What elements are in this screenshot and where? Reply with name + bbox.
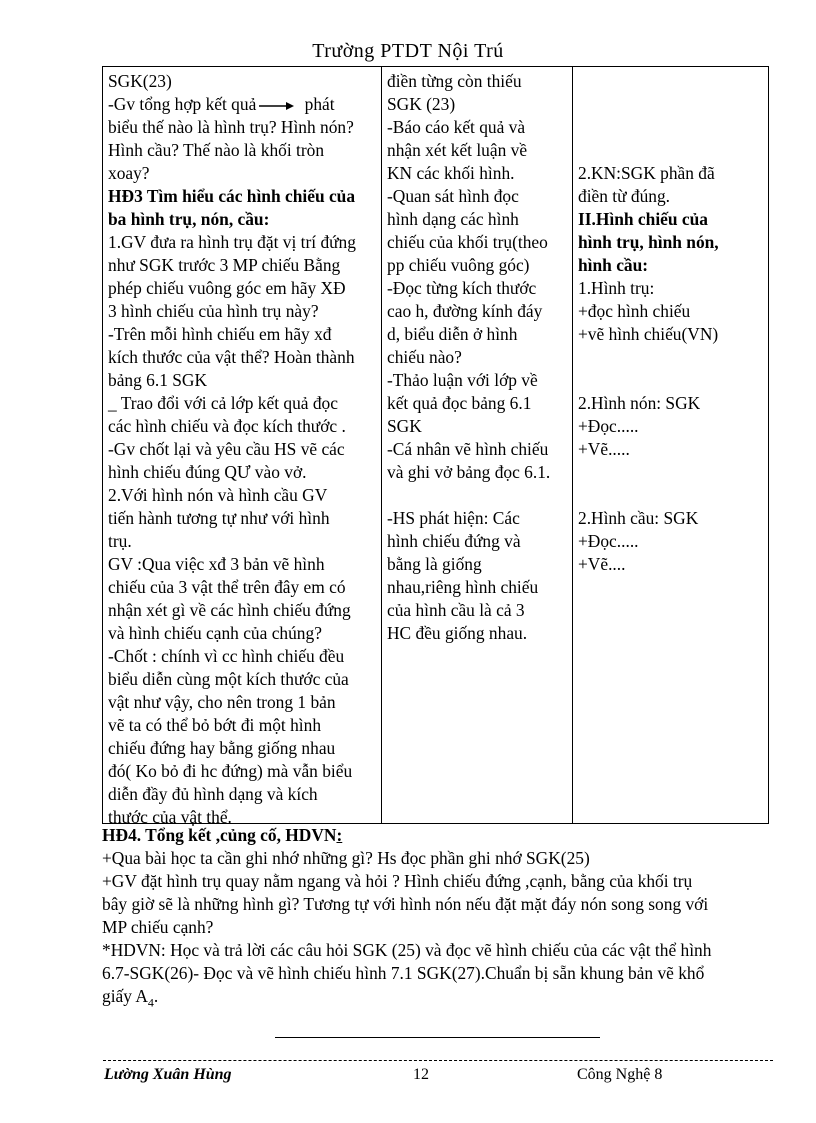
footer-author: Lường Xuân Hùng — [104, 1066, 232, 1083]
teacher-activity-text: GV :Qua việc xđ 3 bản vẽ hình — [108, 554, 325, 574]
teacher-activity-text: 1.GV đưa ra hình trụ đặt vị trí đứng — [108, 232, 356, 252]
teacher-activity-line — [108, 162, 381, 185]
content-text: 2.Hình nón: SGK — [578, 393, 701, 413]
lesson-table — [102, 66, 769, 827]
teacher-activity-line — [108, 714, 381, 737]
summary-last-prefix: giấy A — [102, 986, 148, 1006]
content-text: II.Hình chiếu của — [578, 209, 708, 229]
summary-heading — [102, 824, 782, 847]
content-line — [578, 116, 770, 139]
teacher-activity-text: vật như vậy, cho nên trong 1 bản — [108, 692, 336, 712]
student-activity-text: SGK — [387, 416, 422, 436]
content-text: 2.Hình cầu: SGK — [578, 508, 699, 528]
student-activity-text: hình dạng các hình — [387, 209, 519, 229]
teacher-activity-text: ba hình trụ, nón, cầu: — [108, 209, 270, 229]
teacher-activity-line — [108, 622, 381, 645]
student-activity-text: và ghi vở bảng đọc 6.1. — [387, 462, 551, 482]
teacher-activity-line — [108, 208, 381, 231]
arrow-right-icon — [256, 101, 296, 111]
content-line — [578, 139, 770, 162]
student-activity-column — [382, 67, 573, 823]
student-activity-line — [387, 438, 572, 461]
student-activity-text: -Đọc từng kích thước — [387, 278, 537, 298]
teacher-activity-line — [108, 185, 381, 208]
summary-line: 6.7-SGK(26)- Đọc và vẽ hình chiếu hình 7.1 SGK(27).Chuẩn bị sẵn khung bản vẽ khổ — [102, 963, 705, 983]
teacher-activity-text: xoay? — [108, 163, 150, 183]
teacher-activity-text: _ Trao đổi với cả lớp kết quả đọc — [108, 393, 338, 413]
end-rule — [275, 1037, 600, 1038]
student-activity-line — [387, 116, 572, 139]
content-line — [578, 162, 770, 185]
content-line — [578, 438, 770, 461]
student-activity-text: nhận xét kết luận về — [387, 140, 528, 160]
teacher-activity-line — [108, 93, 381, 116]
teacher-activity-line — [108, 139, 381, 162]
student-activity-text: -Cá nhân vẽ hình chiếu — [387, 439, 549, 459]
teacher-activity-text: -Gv chốt lại và yêu cầu HS vẽ các — [108, 439, 345, 459]
student-activity-text: d, biểu diễn ở hình — [387, 324, 518, 344]
content-line — [578, 93, 770, 116]
teacher-activity-text: trụ. — [108, 531, 132, 551]
content-text: 1.Hình trụ: — [578, 278, 655, 298]
student-activity-text: KN các khối hình. — [387, 163, 515, 183]
summary-line: +Qua bài học ta cần ghi nhớ những gì? Hs đọc phần ghi nhớ SGK(25) — [102, 848, 590, 868]
student-activity-text: HC đều giống nhau. — [387, 623, 528, 643]
content-line — [578, 208, 770, 231]
content-text: +vẽ hình chiếu(VN) — [578, 324, 719, 344]
teacher-activity-line — [108, 599, 381, 622]
content-text: +Đọc..... — [578, 531, 639, 551]
teacher-activity-line — [108, 254, 381, 277]
teacher-activity-text: 3 hình chiếu của hình trụ này? — [108, 301, 319, 321]
summary-line: *HDVN: Học và trả lời các câu hỏi SGK (25) và đọc vẽ hình chiếu của các vật thể hình — [102, 940, 712, 960]
teacher-activity-line — [108, 323, 381, 346]
summary-line: bây giờ sẽ là những hình gì? Tương tự với hình nón nếu đặt mặt đáy nón song song với — [102, 894, 709, 914]
student-activity-line — [387, 507, 572, 530]
student-activity-text: nhau,riêng hình chiếu — [387, 577, 539, 597]
teacher-activity-line — [108, 760, 381, 783]
content-line — [578, 300, 770, 323]
teacher-activity-line — [108, 70, 381, 93]
teacher-activity-text: tiến hành tương tự như với hình — [108, 508, 330, 528]
summary-line: +GV đặt hình trụ quay nằm ngang và hỏi ? Hình chiếu đứng ,cạnh, bằng của khối trụ — [102, 871, 693, 891]
teacher-activity-line — [108, 461, 381, 484]
student-activity-text: hình chiếu đứng và — [387, 531, 521, 551]
teacher-activity-text: 2.Với hình nón và hình cầu GV — [108, 485, 328, 505]
student-activity-line — [387, 254, 572, 277]
content-text: 2.KN:SGK phần đã — [578, 163, 715, 183]
summary-last-suffix: . — [153, 986, 159, 1006]
teacher-activity-text: hình chiếu đúng QƯ vào vở. — [108, 462, 307, 482]
teacher-activity-text: -Trên mỗi hình chiếu em hãy xđ — [108, 324, 332, 344]
content-line — [578, 185, 770, 208]
teacher-activity-line — [108, 645, 381, 668]
content-line — [578, 369, 770, 392]
student-activity-line — [387, 139, 572, 162]
student-activity-text: kết quả đọc bảng 6.1 — [387, 393, 532, 413]
teacher-activity-text: thước của vật thể. — [108, 807, 232, 827]
teacher-activity-line — [108, 277, 381, 300]
student-activity-line — [387, 599, 572, 622]
content-text: +Đọc..... — [578, 416, 639, 436]
teacher-activity-line — [108, 392, 381, 415]
content-line — [578, 507, 770, 530]
student-activity-line — [387, 622, 572, 645]
summary-heading-text: HĐ4. Tổng kết ,củng cố, HDVN — [102, 825, 337, 845]
student-activity-line — [387, 323, 572, 346]
student-activity-line — [387, 553, 572, 576]
teacher-activity-text: biểu diễn cùng một kích thước của — [108, 669, 349, 689]
content-text: hình cầu: — [578, 255, 649, 275]
teacher-activity-text: diễn đầy đủ hình dạng và kích — [108, 784, 318, 804]
content-line — [578, 346, 770, 369]
content-text: +Vẽ.... — [578, 554, 626, 574]
student-activity-text: -Báo cáo kết quả và — [387, 117, 526, 137]
content-line — [578, 461, 770, 484]
content-column — [573, 67, 770, 823]
student-activity-text: cao h, đường kính đáy — [387, 301, 543, 321]
student-activity-text: pp chiếu vuông góc) — [387, 255, 530, 275]
teacher-activity-line — [108, 668, 381, 691]
teacher-activity-text: nhận xét gì về các hình chiếu đứng — [108, 600, 351, 620]
teacher-activity-text: và hình chiếu cạnh của chúng? — [108, 623, 322, 643]
student-activity-line — [387, 484, 572, 507]
teacher-activity-text: vẽ ta có thể bỏ bớt đi một hình — [108, 715, 322, 735]
teacher-activity-line — [108, 553, 381, 576]
student-activity-text: bằng là giống — [387, 554, 482, 574]
teacher-activity-line — [108, 737, 381, 760]
student-activity-text: -HS phát hiện: Các — [387, 508, 520, 528]
teacher-activity-text: phép chiếu vuông góc em hãy XĐ — [108, 278, 346, 298]
footer-page-number: 12 — [413, 1066, 429, 1083]
student-activity-text: -Thảo luận với lớp về — [387, 370, 538, 390]
teacher-activity-text: chiếu đứng hay bằng giống nhau — [108, 738, 336, 758]
content-line — [578, 530, 770, 553]
teacher-activity-text: -Chốt : chính vì cc hình chiếu đều — [108, 646, 345, 666]
teacher-activity-line — [108, 507, 381, 530]
teacher-activity-text: SGK(23) — [108, 71, 172, 91]
teacher-activity-text: chiếu của 3 vật thể trên đây em có — [108, 577, 346, 597]
student-activity-line — [387, 461, 572, 484]
teacher-activity-text: HĐ3 Tìm hiểu các hình chiếu của — [108, 186, 356, 206]
student-activity-text: chiếu nào? — [387, 347, 462, 367]
teacher-activity-column — [103, 67, 382, 827]
content-line — [578, 392, 770, 415]
content-line — [578, 323, 770, 346]
content-line — [578, 70, 770, 93]
student-activity-line — [387, 346, 572, 369]
student-activity-line — [387, 300, 572, 323]
teacher-activity-text: các hình chiếu và đọc kích thước . — [108, 416, 346, 436]
footer-dashed-rule — [103, 1060, 773, 1061]
teacher-activity-line — [108, 369, 381, 392]
content-line — [578, 231, 770, 254]
student-activity-line — [387, 231, 572, 254]
student-activity-line — [387, 208, 572, 231]
content-line — [578, 553, 770, 576]
student-activity-line — [387, 185, 572, 208]
student-activity-line — [387, 415, 572, 438]
student-activity-line — [387, 277, 572, 300]
student-activity-line — [387, 70, 572, 93]
student-activity-text: của hình cầu là cả 3 — [387, 600, 525, 620]
teacher-activity-text: Hình cầu? Thế nào là khối tròn — [108, 140, 325, 160]
teacher-activity-text: kích thước của vật thể? Hoàn thành — [108, 347, 355, 367]
summary-last-line — [102, 985, 782, 1008]
student-activity-line — [387, 530, 572, 553]
teacher-activity-text: đó( Ko bỏ đi hc đứng) mà vẫn biểu — [108, 761, 353, 781]
summary-heading-colon: : — [336, 825, 343, 845]
content-line — [578, 484, 770, 507]
student-activity-line — [387, 369, 572, 392]
teacher-activity-line — [108, 691, 381, 714]
student-activity-line — [387, 93, 572, 116]
student-activity-line — [387, 392, 572, 415]
student-activity-line — [387, 576, 572, 599]
footer-subject: Công Nghệ 8 — [577, 1066, 663, 1083]
student-activity-line — [387, 162, 572, 185]
teacher-activity-text: -Gv tổng hợp kết quả — [108, 94, 257, 114]
teacher-activity-line — [108, 484, 381, 507]
content-line — [578, 415, 770, 438]
teacher-activity-text: như SGK trước 3 MP chiếu Bằng — [108, 255, 341, 275]
teacher-activity-line — [108, 415, 381, 438]
content-text: +đọc hình chiếu — [578, 301, 691, 321]
teacher-activity-text-after: phát — [300, 94, 335, 114]
summary-last-subscript: 4 — [147, 995, 154, 1010]
page-header-title: Trường PTDT Nội Trú — [312, 40, 504, 62]
student-activity-text: SGK (23) — [387, 94, 456, 114]
student-activity-text: -Quan sát hình đọc — [387, 186, 519, 206]
student-activity-text: chiếu của khối trụ(theo — [387, 232, 548, 252]
summary-section — [102, 824, 782, 1008]
teacher-activity-line — [108, 783, 381, 806]
teacher-activity-text: bảng 6.1 SGK — [108, 370, 208, 390]
content-text: điền từ đúng. — [578, 186, 671, 206]
content-text: hình trụ, hình nón, — [578, 232, 719, 252]
content-line — [578, 277, 770, 300]
teacher-activity-line — [108, 231, 381, 254]
content-text: +Vẽ..... — [578, 439, 630, 459]
teacher-activity-text: biểu thế nào là hình trụ? Hình nón? — [108, 117, 354, 137]
teacher-activity-line — [108, 576, 381, 599]
teacher-activity-line — [108, 346, 381, 369]
teacher-activity-line — [108, 300, 381, 323]
content-line — [578, 254, 770, 277]
student-activity-text: điền từng còn thiếu — [387, 71, 522, 91]
teacher-activity-line — [108, 438, 381, 461]
summary-line: MP chiếu cạnh? — [102, 917, 214, 937]
teacher-activity-line — [108, 116, 381, 139]
summary-lines — [102, 847, 782, 985]
teacher-activity-line — [108, 530, 381, 553]
